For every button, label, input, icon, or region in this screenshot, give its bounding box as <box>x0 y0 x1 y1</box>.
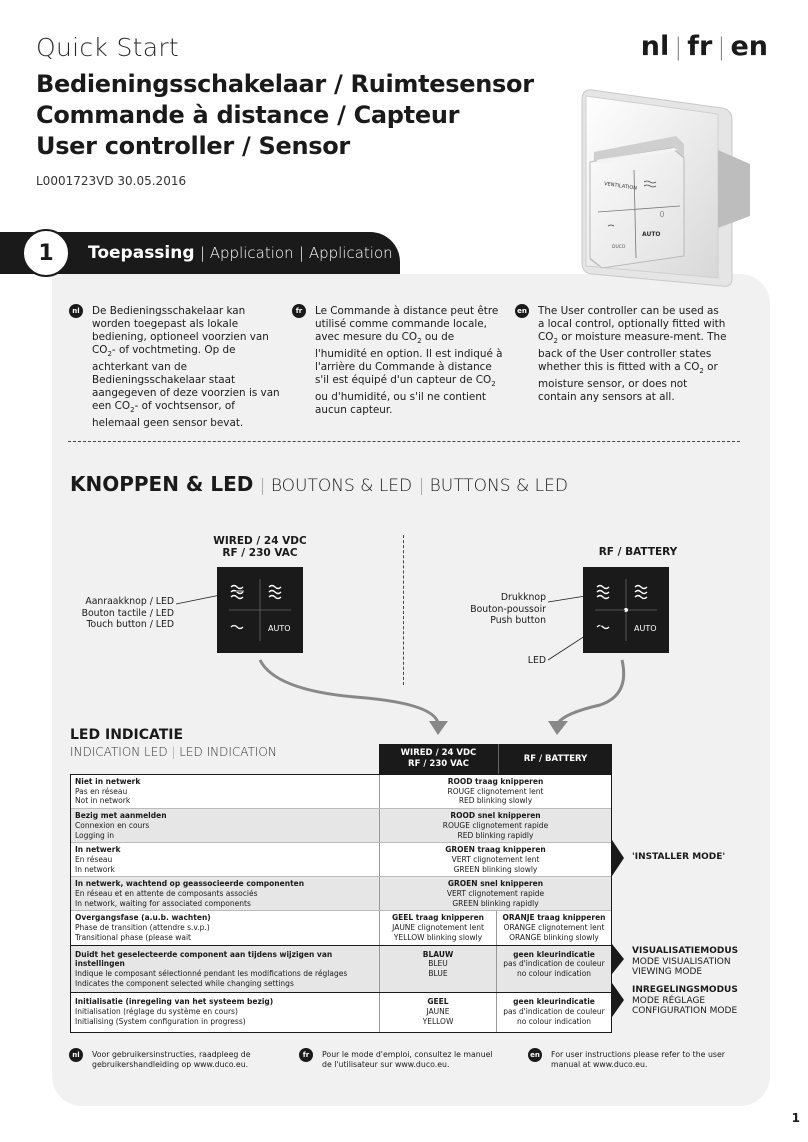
footer-badge-nl: nl <box>69 1048 83 1062</box>
battery-label-pointers <box>548 590 628 665</box>
led-table-header <box>379 744 612 774</box>
lang-nl: nl <box>640 31 670 62</box>
section-title-nl: Toepassing <box>88 243 195 263</box>
page-number: 1 <box>791 1111 800 1125</box>
document-subtitle: Quick Start <box>36 33 180 62</box>
lang-en: en <box>730 31 768 62</box>
led-table <box>70 774 612 1033</box>
section-title-en: Application <box>308 244 393 262</box>
installer-mode-marker <box>612 840 626 876</box>
intro-text-nl: De Bedieningsschakelaar kan worden toegepast als lokale bediening, optioneel voorzien van $CO_2-$ of vochtmeting. Op de achterkant van de Bedieningsschakelaar staat aangegeven of deze voorzien is van een $CO_2-$ of vochtsensor, of helemaal geen sensor bevat. <box>92 305 280 430</box>
lang-fr: fr <box>687 31 713 62</box>
table-row: Initialisatie (inregeling van het systeem bezig) Initialisation (réglage du système en cours) Initialising (System configuration in progress) GEEL JAUNE YELLOW geen kleurindicatie pas d'indication de couleur no colour indication <box>71 993 611 1032</box>
wired-title: WIRED / 24 VDC RF / 230 VAC <box>213 535 307 559</box>
auto-label-wired: AUTO <box>268 624 291 633</box>
viewing-mode-label: VISUALISATIEMODUS MODE VISUALISATION VIEWING MODE <box>632 946 739 977</box>
table-row: In netwerk, wachtend op geassocieerde componenten En réseau et en attente de composants associés In network, waiting for associated components GROEN snel knipperen VERT clignotement rapide GREEN blinking rapidly <box>71 877 611 911</box>
footer-text-en: For user instructions please refer to the user manual at www.duco.eu. <box>551 1050 725 1069</box>
configuration-mode-label: INREGELINGSMODUS MODE RÉGLAGE CONFIGURATION MODE <box>632 985 738 1016</box>
table-row: In netwerk En réseau In network GROEN traag knipperen VERT clignotement lent GREEN blinking slowly <box>71 843 611 877</box>
lang-badge-en: en <box>515 304 529 318</box>
battery-push-button-label: Drukknop Bouton-poussoir Push button <box>470 592 546 626</box>
device-photo-brand: DUCO <box>612 245 626 250</box>
table-row: Overgangsfase (a.u.b. wachten) Phase de transition (attendre s.v.p.) Transitional phase (please wait GEEL traag knipperen JAUNE clignotement lent YELLOW blinking slowly ORANJE traag knipperen ORANGE clignotement lent ORANGE blinking slowly <box>71 911 611 945</box>
section-divider <box>68 441 740 442</box>
wired-label-pointer <box>176 588 246 612</box>
footer-text-nl: Voor gebruikersinstructies, raadpleeg de gebruikershandleiding op www.duco.eu. <box>92 1050 251 1069</box>
language-indicator <box>641 31 768 62</box>
table-row: Bezig met aanmelden Connexion en cours Logging in ROOD snel knipperen ROUGE clignotement rapide RED blinking rapidly <box>71 809 611 843</box>
table-row: Duidt het geselecteerde component aan tijdens wijzigen van instellingen Indique le composant sélectionné pendant les modifications de réglages Indicates the component selected while changing settings BLAUW BLEU BLUE geen kleurindicatie pas d'indication de couleur no colour indication <box>71 946 611 994</box>
led-indication-heading: LED INDICATIE <box>70 727 184 743</box>
intro-text-en: The User controller can be used as a local control, optionally fitted with $CO_2$ or moisture measure-ment. The back of the User controller states whether this is fitted with a $CO_2$ or moisture sensor, or does not contain any sensors at all. <box>538 305 727 404</box>
lang-separator: | <box>674 32 683 61</box>
buttons-heading: KNOPPEN & LED | BOUTONS & LED | BUTTONS & LED <box>70 472 568 496</box>
device-photo <box>572 88 750 294</box>
device-photo-auto: AUTO <box>642 231 661 238</box>
table-row: Niet in netwerk Pas en réseau Not in network ROOD traag knipperen ROUGE clignotement lent RED blinking slowly <box>71 775 611 809</box>
battery-led-label: LED <box>527 655 546 666</box>
title-line-nl: Bedieningsschakelaar / Ruimtesensor <box>36 70 534 98</box>
footer-text-fr: Pour le mode d'emploi, consultez le manuel de l'utilisateur sur www.duco.eu. <box>322 1050 493 1069</box>
title-line-fr: Commande à distance / Capteur <box>36 101 460 129</box>
battery-title: RF / BATTERY <box>598 546 678 558</box>
configuration-mode-marker <box>612 983 626 1017</box>
viewing-mode-marker <box>612 944 626 974</box>
battery-arrow <box>540 655 640 737</box>
wired-arrow <box>255 655 455 737</box>
section-title-fr: Application <box>209 244 294 262</box>
title-line-en: User controller / Sensor <box>36 132 350 160</box>
col-wired: WIRED / 24 VDC RF / 230 VAC <box>400 748 477 769</box>
col-battery: RF / BATTERY <box>498 744 612 774</box>
device-photo-label: VENTILATION <box>603 181 638 192</box>
wired-touch-button-label: Aanraakknop / LED Bouton tactile / LED Touch button / LED <box>81 596 174 630</box>
document-code: L0001723VD 30.05.2016 <box>36 174 187 188</box>
section-title: Toepassing | Application | Application <box>88 243 393 263</box>
lang-separator: | <box>717 32 726 61</box>
lang-badge-fr: fr <box>292 304 306 318</box>
section-number: 1 <box>22 229 70 277</box>
auto-label-battery: AUTO <box>634 624 657 633</box>
led-indication-subheading: INDICATION LED | LED INDICATION <box>70 745 277 759</box>
intro-text-fr: Le Commande à distance peut être utilisé comme commande locale, avec mesure du $CO_2$ ou de l'humidité en option. Il est indiqué à l'arrière du Commande à distance s'il est équipé d'un capteur de $CO_2$ ou d'humidité, ou s'il ne contient aucun capteur. <box>315 305 503 417</box>
installer-mode-label: 'INSTALLER MODE' <box>632 852 726 862</box>
footer-badge-en: en <box>528 1048 542 1062</box>
lang-badge-nl: nl <box>69 304 83 318</box>
footer-badge-fr: fr <box>299 1048 313 1062</box>
